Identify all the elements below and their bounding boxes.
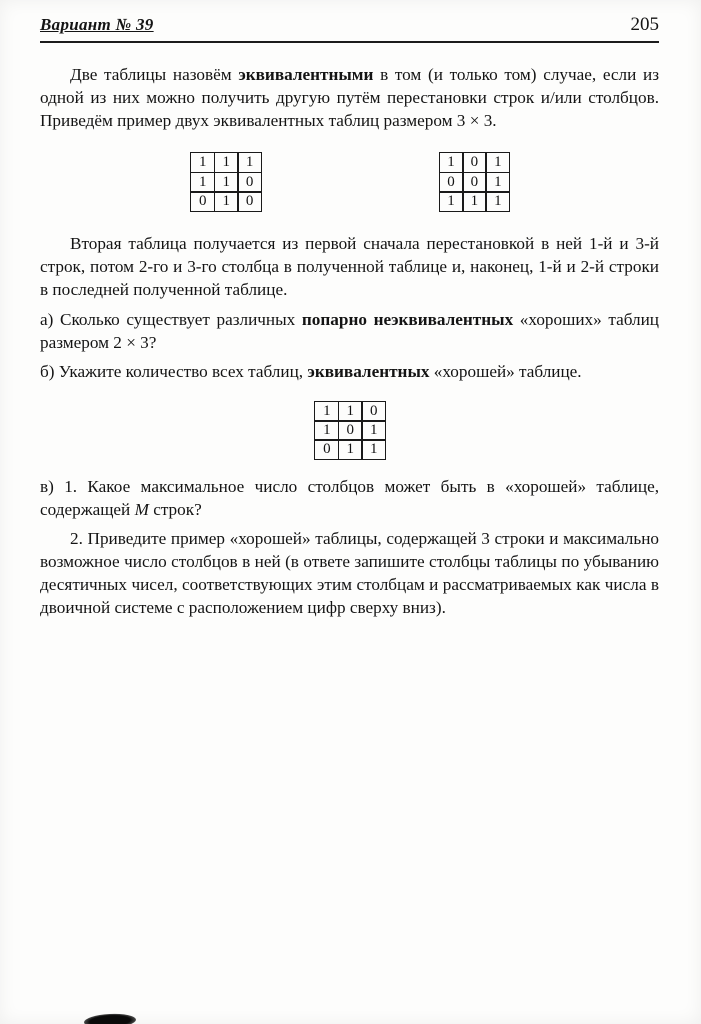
intro-paragraph — [40, 63, 659, 132]
question-b — [40, 360, 659, 383]
table-cell: 0 — [190, 191, 215, 212]
variant-title: Вариант № 39 — [40, 15, 154, 34]
example-table-1 — [190, 152, 260, 210]
table-cell: 1 — [214, 191, 239, 212]
table-cell: 1 — [237, 152, 262, 173]
table-cell: 0 — [462, 152, 487, 173]
text-run: «хороших» таблиц размером 2 × 3? — [40, 309, 659, 352]
question-a — [40, 308, 659, 354]
text-run: б) Укажите количество всех таблиц, — [40, 361, 308, 381]
text-run: строк? — [148, 499, 202, 519]
table-row — [190, 172, 260, 191]
table-row — [439, 172, 509, 191]
table-cell: 1 — [462, 191, 487, 212]
table-cell: 1 — [190, 152, 215, 173]
scan-smudge-artifact — [84, 1013, 137, 1024]
text-run: в том (и только том) случае, если из одной из них можно получить другую путём перестановки строк и/или столбцов. Приведём пример двух эквивалентных таблиц размером 3 × 3. — [40, 65, 659, 131]
text-run: «хорошей» таблице. — [429, 361, 582, 381]
table-cell: 1 — [214, 152, 239, 173]
bold-term-equivalent: эквивалентными — [238, 65, 374, 84]
table-row — [314, 439, 384, 458]
table-cell: 1 — [361, 420, 386, 441]
table-cell: 0 — [314, 439, 339, 460]
table-cell: 1 — [361, 439, 386, 460]
table-cell: 1 — [314, 401, 339, 422]
page-header — [40, 14, 659, 43]
table-row — [190, 152, 260, 171]
table-cell: 1 — [439, 152, 464, 173]
table-row — [439, 152, 509, 171]
question-v1 — [40, 475, 659, 521]
good-table-row — [40, 401, 659, 459]
table-cell: 1 — [485, 191, 510, 212]
table-row — [439, 191, 509, 210]
table-cell: 0 — [462, 172, 487, 193]
table-cell: 1 — [485, 152, 510, 173]
table-cell: 1 — [314, 420, 339, 441]
table-row — [314, 401, 384, 420]
text-run: в) 1. Какое максимальное число столбцов может быть в «хорошей» таблице, содержащей — [40, 476, 659, 519]
table-cell: 1 — [485, 172, 510, 193]
bold-term-pairwise-nonequivalent: попарно неэквивалентных — [301, 309, 514, 329]
question-v2: 2. Приведите пример «хорошей» таблицы, содержащей 3 строки и максимально возможное число столбцов в ней (в ответе запишите столбцы таблицы по убыванию десятичных чисел, соответствующих этим столбцам и рассматриваемых как числа в двоичной системе с расположением цифр сверху вниз). — [40, 528, 659, 618]
table-cell: 1 — [214, 172, 239, 193]
table-cell: 0 — [338, 420, 363, 441]
table-cell: 1 — [338, 401, 363, 422]
table-cell: 0 — [439, 172, 464, 193]
table-cell: 1 — [338, 439, 363, 460]
good-table — [314, 401, 384, 459]
transformation-paragraph: Вторая таблица получается из первой сначала перестановкой в ней 1-й и 3-й строк, потом 2-го и 3-го столбца в полученной таблице и, наконец, 1-й и 2-й строки в последней полученной таблице. — [40, 234, 659, 300]
example-table-2 — [439, 152, 509, 210]
text-run: а) Сколько существует различных — [40, 309, 302, 329]
example-tables-row — [40, 152, 659, 210]
table-row — [190, 191, 260, 210]
table-cell: 1 — [439, 191, 464, 212]
table-cell: 0 — [237, 191, 262, 212]
bold-term-equivalent: эквивалентных — [307, 361, 430, 381]
math-var-m: M — [134, 499, 149, 519]
table-cell: 0 — [237, 172, 262, 193]
page-number: 205 — [630, 14, 659, 35]
text-run: Две таблицы назовём — [70, 65, 239, 84]
table-row — [314, 420, 384, 439]
table-cell: 0 — [361, 401, 386, 422]
table-cell: 1 — [190, 172, 215, 193]
